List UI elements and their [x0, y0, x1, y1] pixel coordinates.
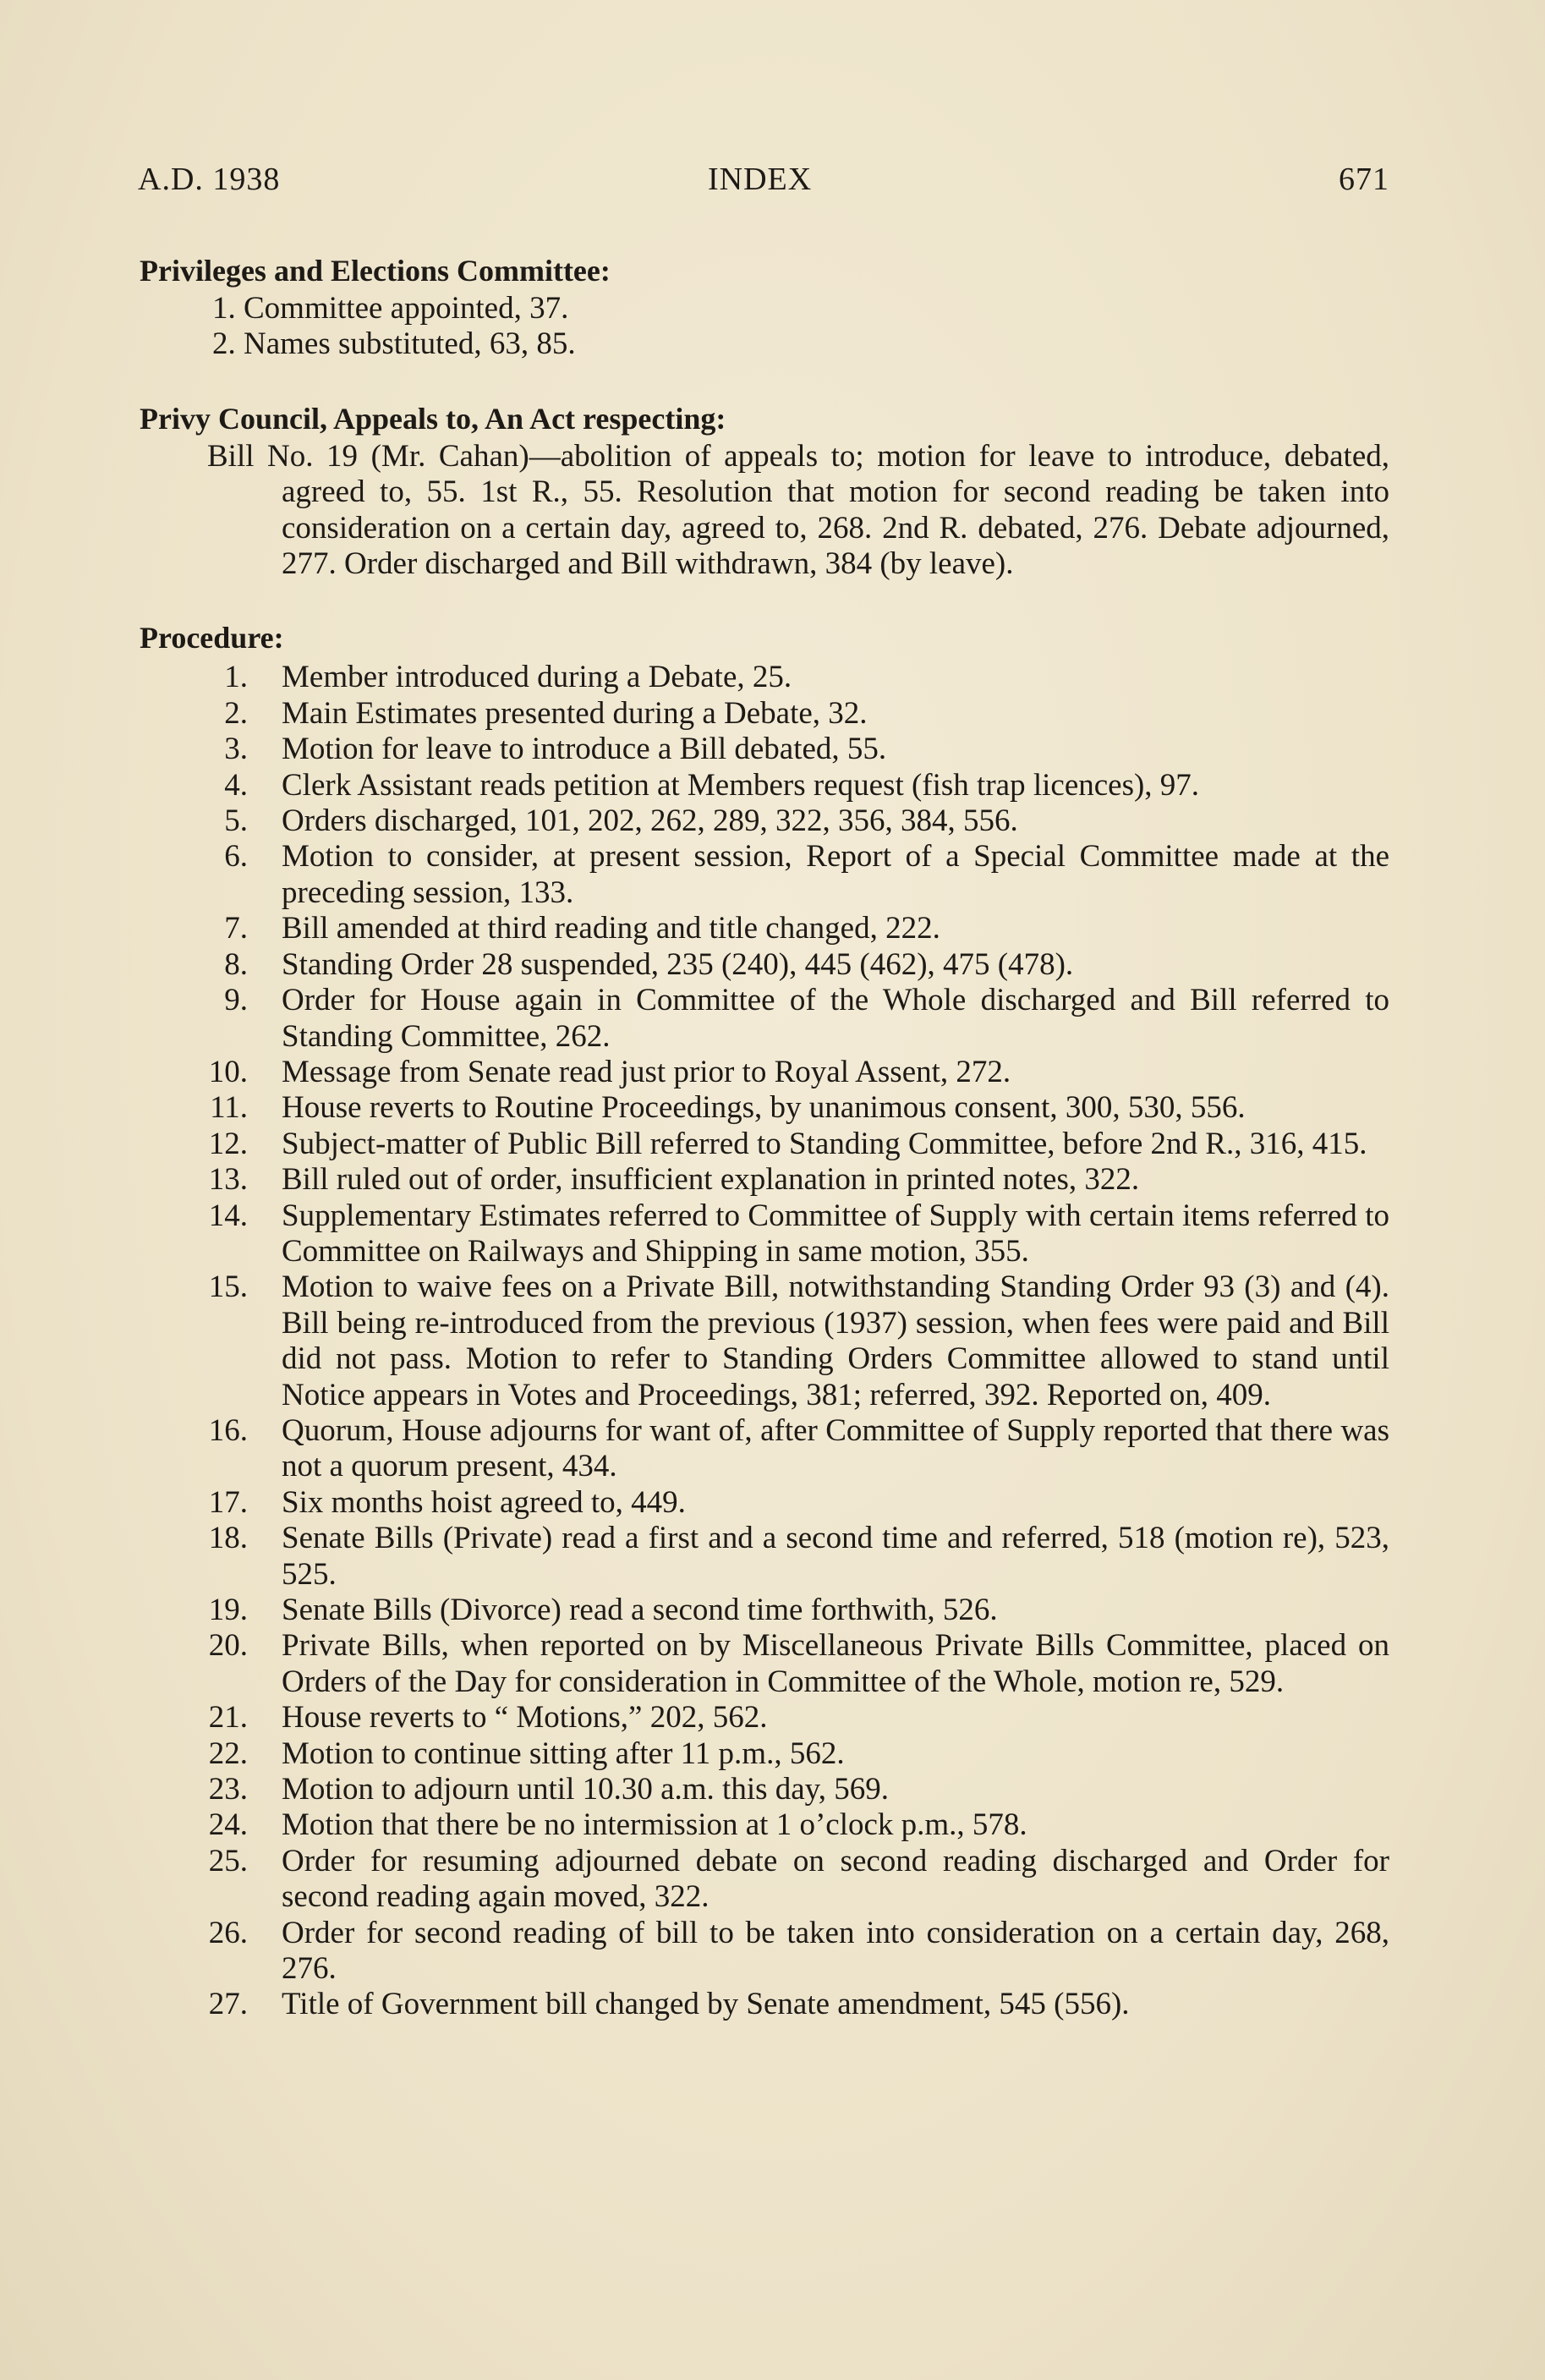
index-entry — [140, 1413, 1389, 1485]
index-entry — [140, 1090, 1389, 1126]
entry-text: Six months hoist agreed to, 449. — [282, 1484, 686, 1520]
entry-text: Supplementary Estimates referred to Committee of Supply with certain items referred to Committee on Railways and Shipping in same motion, 355. — [282, 1198, 1389, 1269]
index-entry — [140, 732, 1389, 767]
entry-text: Motion for leave to introduce a Bill debated, 55. — [282, 732, 887, 767]
entry-text: Private Bills, when reported on by Miscellaneous Private Bills Committee, placed on Orders of the Day for consideration in Committee of the Whole, motion re, 529. — [282, 1628, 1389, 1699]
bill-paragraph: Bill No. 19 (Mr. Cahan)—abolition of appeals to; motion for leave to introduce, debated, agreed to, 55. 1st R., 55. Resolution that motion for second reading be taken into consideration on a certain day, agreed to, 268. 2nd R. debated, 276. Debate adjourned, 277. Order discharged and Bill withdrawn, 384 (by leave). — [207, 438, 1389, 582]
entry-text: House reverts to Routine Proceedings, by unanimous consent, 300, 530, 556. — [282, 1090, 1246, 1126]
entry-number: 22. — [208, 1736, 248, 1771]
entry-number: 2. — [212, 326, 236, 362]
header-year: A.D. 1938 — [138, 162, 281, 197]
entry-number: 25. — [208, 1843, 248, 1878]
header-title: INDEX — [708, 162, 813, 197]
entry-text: House reverts to “ Motions,” 202, 562. — [282, 1700, 768, 1736]
index-entry — [140, 911, 1389, 946]
entry-text: Committee appointed, 37. — [244, 291, 569, 326]
entry-number: 19. — [208, 1593, 248, 1627]
entry-number: 7. — [224, 911, 248, 946]
entry-number: 16. — [208, 1412, 248, 1448]
page-number: 671 — [1339, 162, 1389, 197]
index-entry — [140, 947, 1389, 983]
index-entry — [140, 1593, 1389, 1628]
index-entry — [140, 983, 1389, 1055]
index-entry — [140, 1162, 1389, 1198]
entry-number: 13. — [208, 1162, 248, 1198]
index-entry — [140, 1198, 1389, 1270]
index-entry — [140, 326, 1389, 362]
entry-text: Motion that there be no intermission at 1 o’clock p.m., 578. — [282, 1807, 1027, 1843]
entry-number: 26. — [208, 1915, 248, 1950]
index-entry — [140, 1916, 1389, 1988]
section-heading: Privy Council, Appeals to, An Act respecting: — [140, 401, 726, 436]
section-heading: Procedure: — [140, 621, 284, 655]
entry-number: 17. — [208, 1484, 248, 1520]
entry-number: 5. — [224, 803, 248, 839]
index-entry — [140, 1807, 1389, 1843]
entry-number: 12. — [208, 1126, 248, 1161]
section-procedure — [140, 617, 1389, 2022]
section-heading: Privileges and Elections Committee: — [140, 254, 611, 288]
entry-number: 10. — [208, 1054, 248, 1089]
index-entry — [140, 1987, 1389, 2022]
entry-text: Clerk Assistant reads petition at Members request (fish trap licences), 97. — [282, 767, 1200, 803]
entry-text: Subject-matter of Public Bill referred to Standing Committee, before 2nd R., 316, 415. — [282, 1126, 1367, 1161]
entry-text: Bill ruled out of order, insufficient explanation in printed notes, 322. — [282, 1162, 1140, 1198]
entry-number: 9. — [224, 983, 248, 1018]
entry-text: Senate Bills (Divorce) read a second time forthwith, 526. — [282, 1593, 998, 1627]
section-privy-council — [140, 398, 1389, 583]
index-entry — [140, 1055, 1389, 1090]
index-entry — [140, 1772, 1389, 1807]
index-entry — [140, 1700, 1389, 1736]
entry-text: Title of Government bill changed by Senate amendment, 545 (556). — [282, 1987, 1130, 2022]
entry-number: 21. — [208, 1700, 248, 1736]
entry-text: Standing Order 28 suspended, 235 (240), 445 (462), 475 (478). — [282, 946, 1074, 982]
index-entry — [140, 839, 1389, 911]
entry-number: 14. — [208, 1198, 248, 1233]
index-entry — [140, 1127, 1389, 1162]
entry-text: Bill amended at third reading and title changed, 222. — [282, 911, 940, 946]
index-content — [140, 250, 1389, 2059]
entry-number: 15. — [208, 1270, 248, 1305]
index-entry — [140, 1844, 1389, 1916]
entry-text: Message from Senate read just prior to Royal Assent, 272. — [282, 1054, 1011, 1089]
entry-number: 3. — [224, 732, 248, 767]
entry-text: Order for House again in Committee of the Whole discharged and Bill referred to Standing Committee, 262. — [282, 983, 1389, 1054]
entry-number: 24. — [208, 1807, 248, 1843]
entry-number: 6. — [224, 839, 248, 875]
index-entry — [140, 1736, 1389, 1772]
index-entry — [140, 803, 1389, 839]
entry-number: 11. — [210, 1090, 248, 1126]
entry-number: 4. — [224, 767, 248, 803]
entry-number: 27. — [208, 1987, 248, 2022]
entry-number: 1. — [212, 291, 236, 326]
index-entry — [140, 768, 1389, 803]
entry-text: Orders discharged, 101, 202, 262, 289, 322, 356, 384, 556. — [282, 803, 1018, 839]
index-entry — [140, 1485, 1389, 1521]
entry-text: Order for second reading of bill to be taken into consideration on a certain day, 268, 276. — [282, 1915, 1389, 1987]
entry-text: Names substituted, 63, 85. — [244, 326, 576, 362]
index-entry — [140, 696, 1389, 732]
index-entry — [140, 1521, 1389, 1593]
entry-text: Motion to consider, at present session, Report of a Special Committee made at the preceding session, 133. — [282, 839, 1389, 910]
index-entry — [140, 291, 1389, 326]
index-entry — [140, 1270, 1389, 1413]
entry-number: 18. — [208, 1521, 248, 1556]
entry-text: Senate Bills (Private) read a first and a second time and referred, 518 (motion re), 523, 525. — [282, 1521, 1389, 1592]
entry-text: Motion to waive fees on a Private Bill, notwithstanding Standing Order 93 (3) and (4). Bill being re-introduced from the previous (1937) session, when fees were paid and Bill did not pass. Motion to refer to Standing Orders Committee allowed to stand until Notice appears in Votes and Proceedings, 381; referred, 392. Reported on, 409. — [282, 1270, 1389, 1412]
entry-number: 8. — [224, 946, 248, 982]
section-privileges-elections — [140, 250, 1389, 363]
index-entry — [140, 1628, 1389, 1700]
entry-text: Quorum, House adjourns for want of, after Committee of Supply reported that there was not a quorum present, 434. — [282, 1412, 1389, 1484]
entry-text: Order for resuming adjourned debate on second reading discharged and Order for second reading again moved, 322. — [282, 1843, 1389, 1915]
entry-text: Motion to adjourn until 10.30 a.m. this day, 569. — [282, 1772, 890, 1807]
index-entry — [140, 660, 1389, 695]
entry-number: 2. — [224, 695, 248, 731]
entry-number: 1. — [224, 660, 248, 695]
entry-text: Member introduced during a Debate, 25. — [282, 660, 792, 695]
entry-text: Main Estimates presented during a Debate, 32. — [282, 695, 868, 731]
entry-number: 20. — [208, 1628, 248, 1664]
entry-number: 23. — [208, 1772, 248, 1807]
entry-text: Motion to continue sitting after 11 p.m., 562. — [282, 1736, 845, 1771]
